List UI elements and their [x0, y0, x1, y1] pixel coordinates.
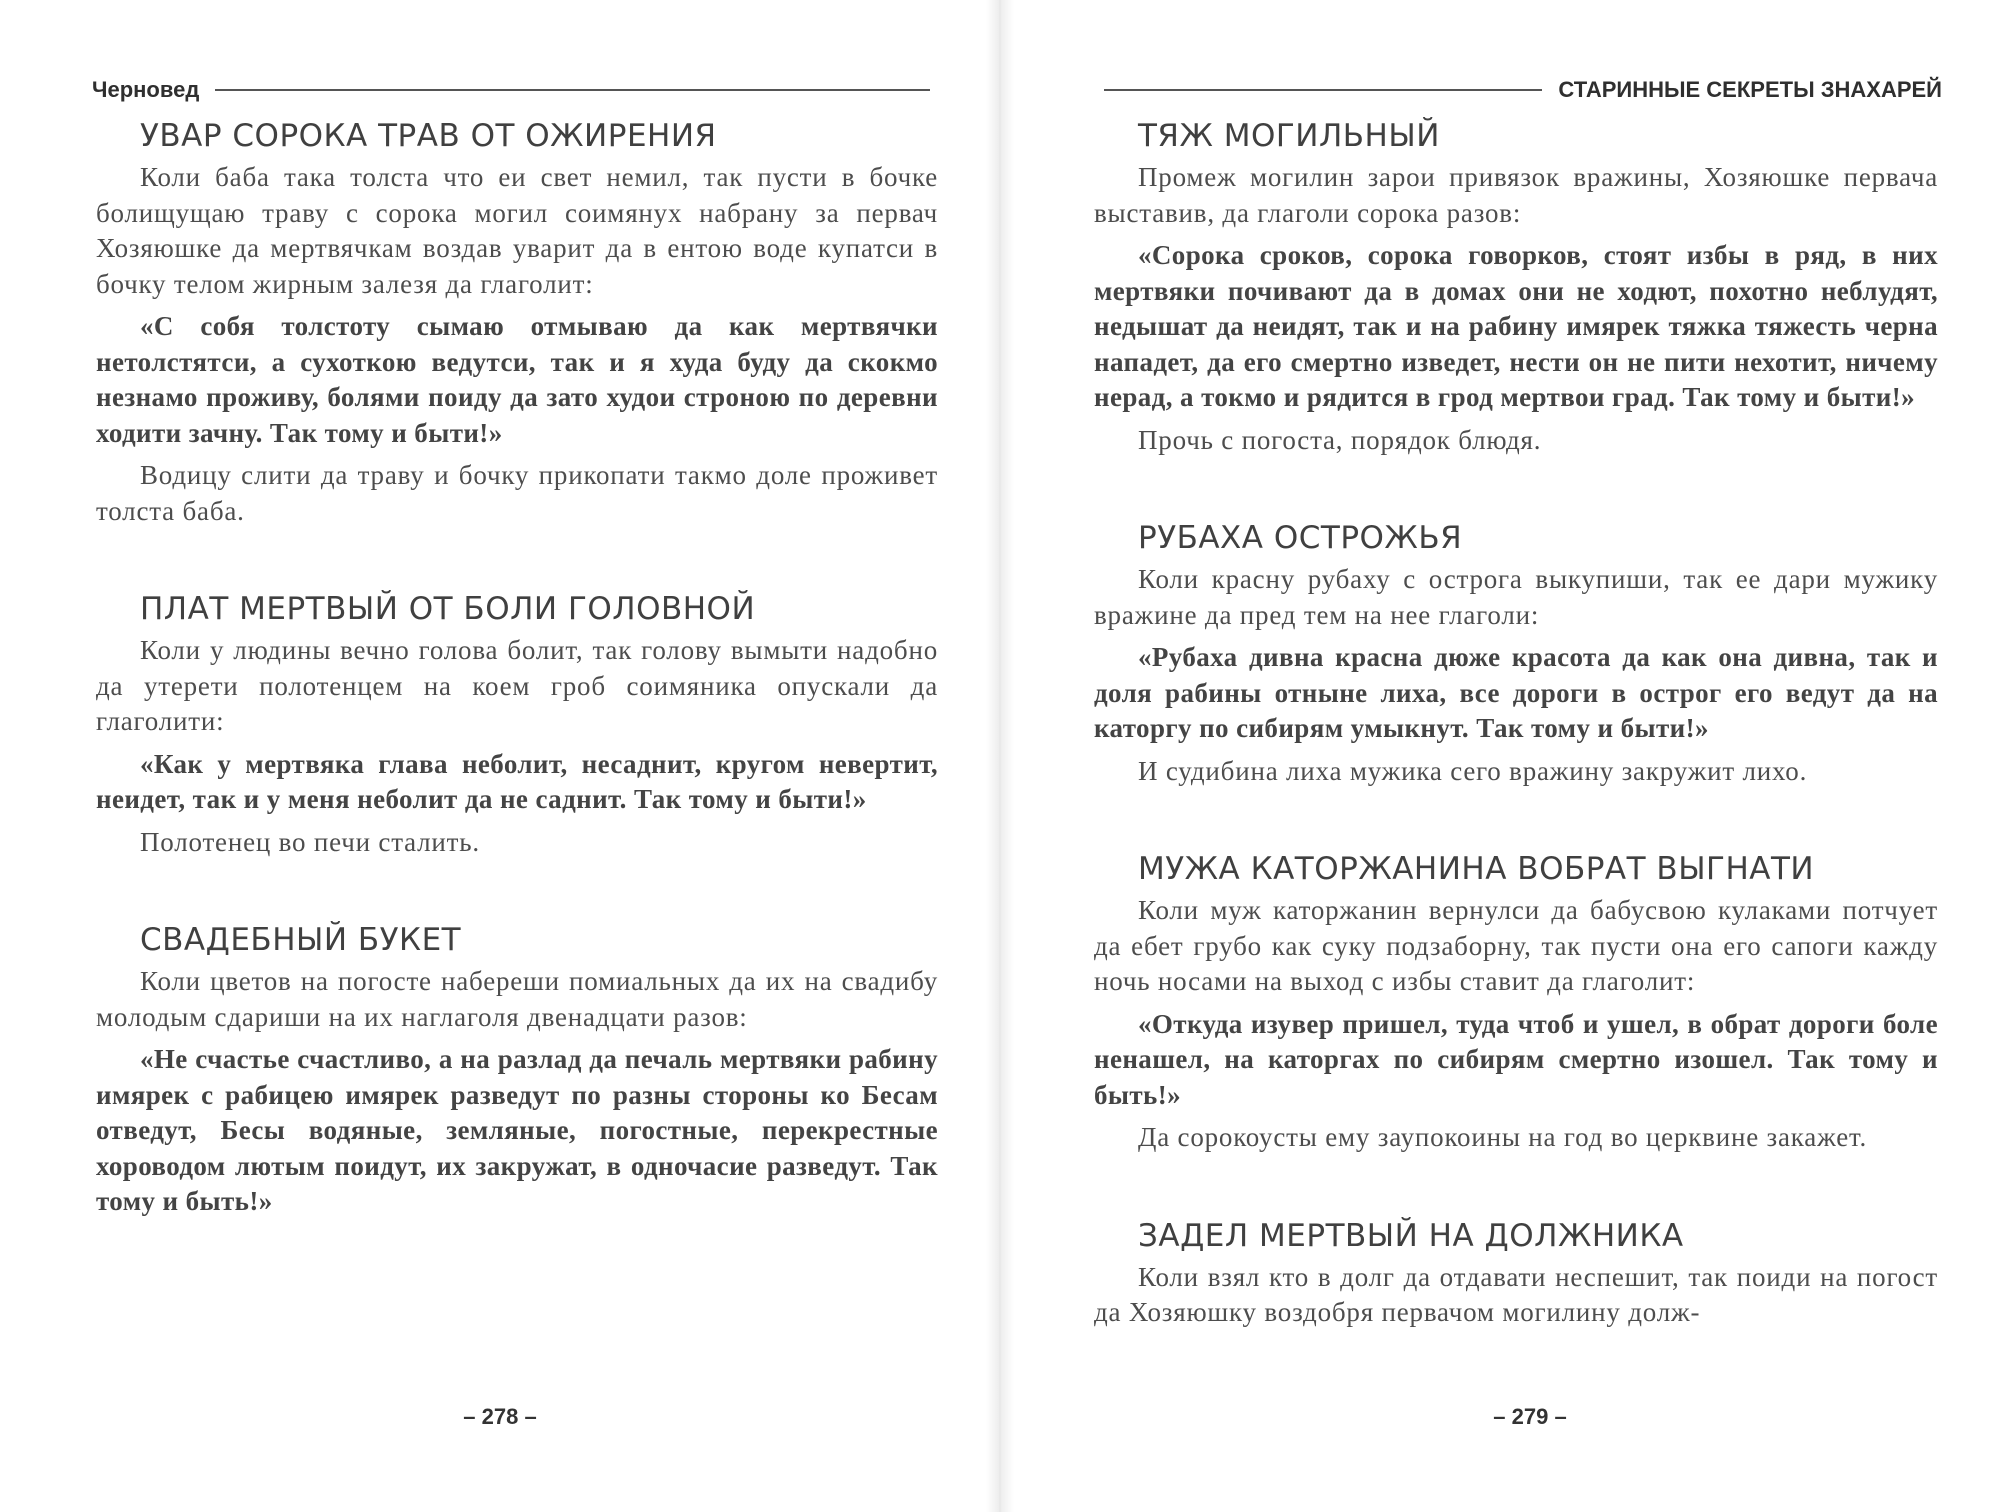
- section-title: РУБАХА ОСТРОЖЬЯ: [1138, 520, 1463, 556]
- section-intro: Промеж могилин зарои привязок вражины, Хозяюшке первача выставив, да глаголи сорока разов:: [1094, 162, 1938, 228]
- header-rule: [215, 89, 930, 91]
- section-after: И судибина лиха мужика сего вражину закружит лихо.: [1138, 755, 1808, 786]
- recipe-section: [1094, 118, 1938, 458]
- recipe-section: [96, 118, 938, 529]
- running-head-right: [1104, 70, 1942, 110]
- recipe-section: [1094, 851, 1938, 1156]
- running-head-title: СТАРИННЫЕ СЕКРЕТЫ ЗНАХАРЕЙ: [1558, 77, 1942, 102]
- header-rule: [1104, 89, 1542, 91]
- page-number-left: – 278 –: [463, 1404, 537, 1429]
- section-after: Полотенец во печи сталить.: [140, 826, 480, 857]
- section-after: Прочь с погоста, порядок блюдя.: [1138, 424, 1542, 455]
- section-spell: «С собя толстоту сымаю отмываю да как мертвячки нетолстятси, а сухоткою ведутси, так и я худа буду да скокмо незнамо проживу, болями поиду да зато худои строною по деревни ходити зачну. Так тому и быти!»: [96, 311, 938, 448]
- page-content-left: [96, 118, 938, 1227]
- section-intro: Коли взял кто в долг да отдавати неспешит, так поиди на погост да Хозяюшку воздобря первачом могилину долж-: [1094, 1261, 1938, 1327]
- recipe-section: [1094, 1218, 1938, 1331]
- page-content-right: [1094, 118, 1938, 1331]
- recipe-section: [1094, 520, 1938, 789]
- section-title: УВАР СОРОКА ТРАВ ОТ ОЖИРЕНИЯ: [140, 118, 717, 154]
- section-intro: Коли цветов на погосте набереши помиальных да их на свадибу молодым сдариши на их наглаголя двенадцати разов:: [96, 966, 938, 1032]
- section-spell: «Рубаха дивна красна дюже красота да как она дивна, так и доля рабины отныне лиха, все дороги в острог его ведут да на каторгу по сибирям умыкнут. Так тому и быти!»: [1094, 642, 1938, 743]
- section-intro: Коли красну рубаху с острога выкупиши, так ее дари мужику вражине да пред тем на нее глаголи:: [1094, 564, 1938, 630]
- recipe-section: [96, 922, 938, 1220]
- section-title: ТЯЖ МОГИЛЬНЫЙ: [1138, 118, 1440, 154]
- section-spell: «Откуда изувер пришел, туда чтоб и ушел, в обрат дороги боле ненашел, на каторгах по сибирям смертно изошел. Так тому и быть!»: [1094, 1008, 1938, 1110]
- section-gap: [1094, 1156, 1938, 1218]
- section-title: МУЖА КАТОРЖАНИНА ВОБРАТ ВЫГНАТИ: [1138, 851, 1815, 887]
- running-head-left: [92, 70, 930, 110]
- section-after: Водицу слити да траву и бочку прикопати такмо доле проживет толста баба.: [96, 460, 938, 526]
- section-after: Да сорокоусты ему заупокоины на год во церквине закажет.: [1138, 1122, 1868, 1152]
- section-spell: «Как у мертвяка глава неболит, несаднит, кругом невертит, неидет, так и у меня неболит да не саднит. Так тому и быти!»: [96, 748, 938, 814]
- section-intro: Коли муж каторжанин вернулси да бабусвою кулаками потчует да ебет грубо как суку подзаборну, так пусти она его сапоги кажду ночь носами на выход с избы ставит да глаголит:: [1094, 895, 1938, 996]
- section-gap: [96, 529, 938, 591]
- recipe-section: [96, 591, 938, 860]
- section-gap: [1094, 789, 1938, 851]
- running-head-author: Черновед: [92, 77, 200, 102]
- page-number-right: – 279 –: [1493, 1404, 1567, 1429]
- section-intro: Коли у людины вечно голова болит, так голову вымыти надобно да утерети полотенцем на коем гроб соимяника опускали да глаголити:: [96, 635, 938, 736]
- section-title: ПЛАТ МЕРТВЫЙ ОТ БОЛИ ГОЛОВНОЙ: [140, 591, 756, 627]
- section-spell: «Сорока сроков, сорока говорков, стоят избы в ряд, в них мертвяки почивают да в домах они не ходют, похотно неблудят, недышат да неидят, так и на рабину имярек тяжка тяжесть черна нападет, да его смертно изведет, нести он не пити нехотит, ничему нерад, а токмо и рядится в грод мертвои град. Так тому и быти!»: [1094, 240, 1938, 412]
- page-279: [1000, 0, 2000, 1512]
- section-title: СВАДЕБНЫЙ БУКЕТ: [140, 922, 462, 958]
- section-gap: [96, 860, 938, 922]
- section-gap: [1094, 458, 1938, 520]
- section-title: ЗАДЕЛ МЕРТВЫЙ НА ДОЛЖНИКА: [1138, 1217, 1684, 1254]
- section-intro: Коли баба така толста что еи свет немил, так пусти в бочке болищущаю траву с сорока могил соимянух набрану за первач Хозяюшке да мертвячкам воздав уварит да в ентою воде купатси в бочку телом жирным залезя да глаголит:: [96, 162, 938, 299]
- section-spell: «Не счастье счастливо, а на разлад да печаль мертвяки рабину имярек с рабицею имярек разведут по разны стороны ко Бесам отведут, Бесы водяные, земляные, погостные, перекрестные хороводом лютым поидут, их закружат, в одночасие разведут. Так тому и быть!»: [96, 1044, 938, 1216]
